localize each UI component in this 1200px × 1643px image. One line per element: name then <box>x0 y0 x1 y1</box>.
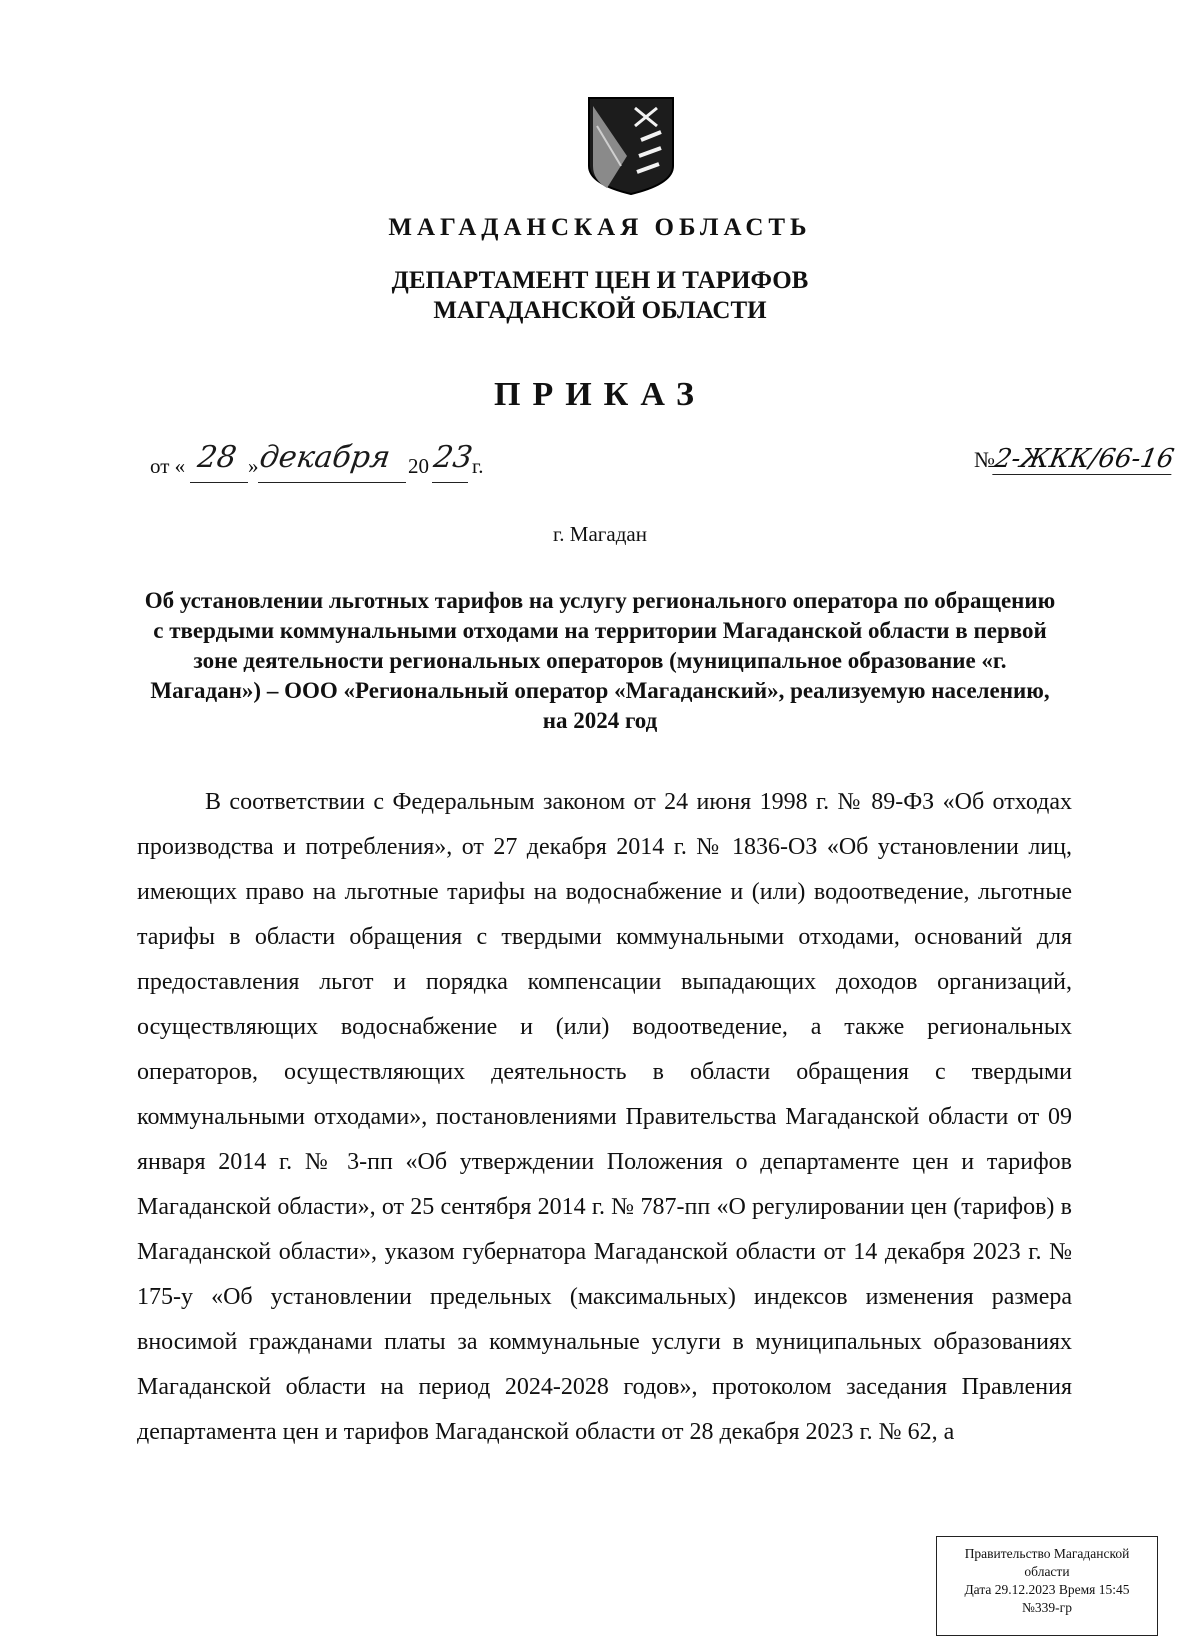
body-paragraph: В соответствии с Федеральным законом от 24 июня 1998 г. № 89-ФЗ «Об отходах производства и потребления», от 27 декабря 2014 г. № 1836-ОЗ «Об установлении лиц, имеющих право на льготные тарифы на водоснабжение и (или) водоотведение, льготные тарифы в области обращения с твердыми коммунальными отходами, оснований для предоставления льгот и порядка компенсации выпадающих доходов организаций, осуществляющих водоснабжение и (или) водоотведение, а также региональных операторов, осуществляющих деятельность в области обращения с твердыми коммунальными отходами», постановлениями Правительства Магаданской области от 09 января 2014 г. № 3-пп «Об утверждении Положения о департаменте цен и тарифов Магаданской области», от 25 сентября 2014 г. № 787-пп «О регулировании цен (тарифов) в Магаданской области», указом губернатора Магаданской области от 14 декабря 2023 г. № 175-у «Об установлении предельных (максимальных) индексов изменения размера вносимой гражданами платы за коммунальные услуги в муниципальных образованиях Магаданской области на период 2024-2028 годов», протоколом заседания Правления департамента цен и тарифов Магаданской области от 28 декабря 2023 г. № 62, а <box>137 789 1072 1445</box>
date-year-prefix: 20 <box>408 454 429 478</box>
department-title <box>0 266 1200 326</box>
city: г. Магадан <box>553 522 647 546</box>
number-value: 2-ЖКК/66-16 <box>992 444 1177 474</box>
date-month: декабря <box>257 440 393 475</box>
number-sign: № <box>974 447 995 472</box>
stamp-line-1: Правительство Магаданской <box>964 1546 1130 1561</box>
date-mid: » <box>248 454 259 478</box>
stamp-line-3: Дата 29.12.2023 Время 15:45 <box>964 1582 1130 1597</box>
order-number <box>974 444 1177 475</box>
department-line-1: ДЕПАРТАМЕНТ ЦЕН И ТАРИФОВ <box>391 267 809 294</box>
year-underline <box>432 482 468 483</box>
month-underline <box>258 482 406 483</box>
region-title: МАГАДАНСКАЯ ОБЛАСТЬ <box>388 214 812 241</box>
order-title: Об установлении льготных тарифов на услугу регионального оператора по обращению с твердыми коммунальными отходами на территории Магаданской области в первой зоне деятельности региональных операторов (муниципальное образование «г. Магадан») – ООО «Региональный оператор «Магаданский», реализуемую населению, на 2024 год <box>144 588 1056 733</box>
date-suffix: г. <box>472 454 484 478</box>
date-day: 28 <box>195 440 239 475</box>
stamp-line-2: области <box>1024 1564 1070 1579</box>
document-type: ПРИКАЗ <box>494 376 706 413</box>
date-prefix: от « <box>150 454 186 478</box>
registration-stamp <box>936 1536 1158 1636</box>
coat-of-arms-icon <box>587 96 675 196</box>
date-year-suffix: 23 <box>431 440 475 475</box>
stamp-line-4: №339-гр <box>1022 1600 1072 1615</box>
day-underline <box>190 482 248 483</box>
department-line-2: МАГАДАНСКОЙ ОБЛАСТИ <box>433 297 767 324</box>
